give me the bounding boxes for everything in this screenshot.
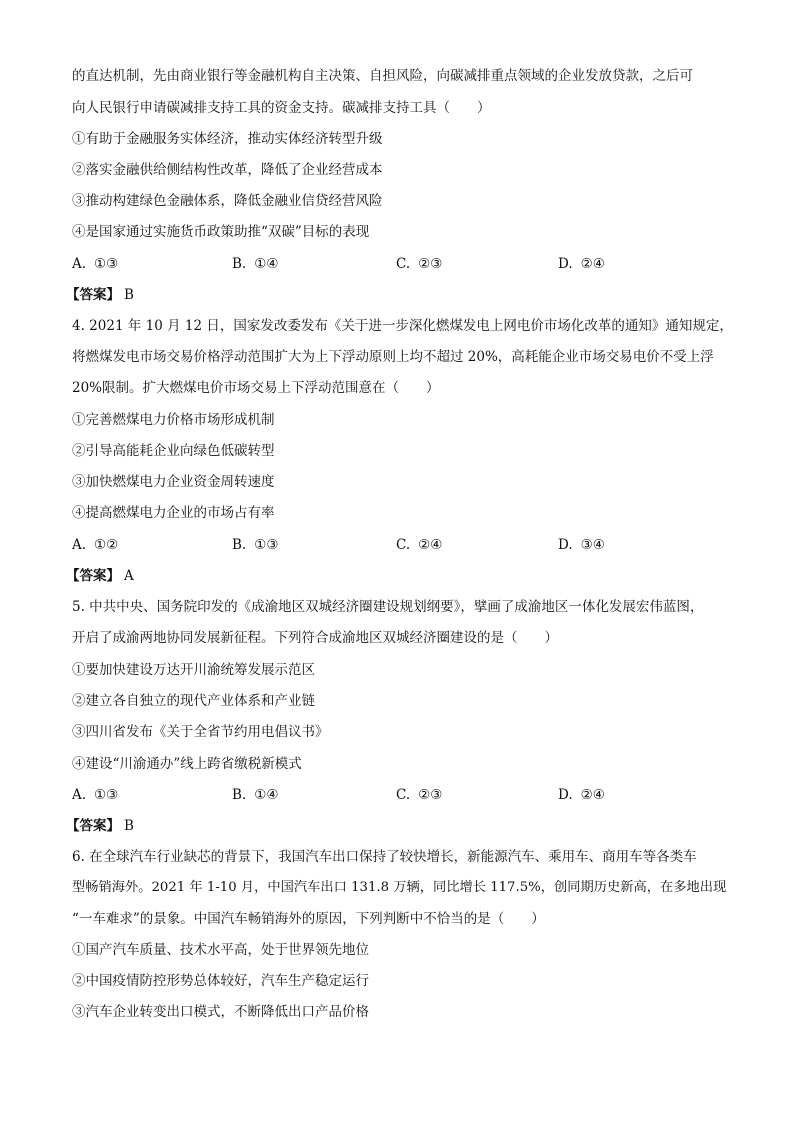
q5-stem-line: 开启了成渝两地协同发展新征程。下列符合成渝地区双城经济圈建设的是（ ） <box>72 630 558 646</box>
q6-item: ②中国疫情防控形势总体较好，汽车生产稳定运行 <box>72 973 369 989</box>
q3-options <box>72 254 752 274</box>
option-d: D. ③④ <box>558 537 605 553</box>
option-a: A. ①② <box>72 537 119 553</box>
answer-value: A <box>124 568 134 584</box>
q5-item: ①要加快建设万达开川渝统筹发展示范区 <box>72 662 315 678</box>
q4-item: ③加快燃煤电力企业资金周转速度 <box>72 474 275 490</box>
option-c: C. ②④ <box>396 537 443 553</box>
answer-value: B <box>124 818 134 834</box>
q4-stem-line: 4. 2021 年 10 月 12 日，国家发改委发布《关于进一步深化燃煤发电上网电价市场化改革的通知》通知规定， <box>72 318 733 334</box>
q3-item: ③推动构建绿色金融体系，降低金融业信贷经营风险 <box>72 193 383 209</box>
q3-answer <box>66 285 134 305</box>
option-c: C. ②③ <box>396 256 443 272</box>
answer-value: B <box>124 287 134 303</box>
q5-item: ③四川省发布《关于全省节约用电倡议书》 <box>72 724 329 740</box>
q6-stem-line: 型畅销海外。2021 年 1-10 月，中国汽车出口 131.8 万辆，同比增长 117.5%，创同期历史新高，在多地出现 <box>72 880 727 895</box>
q5-options <box>72 785 752 805</box>
answer-label: 【答案】 <box>66 818 120 834</box>
option-c: C. ②③ <box>396 787 443 803</box>
q3-item: ④是国家通过实施货币政策助推“双碳”目标的表现 <box>72 224 370 240</box>
q5-stem-line: 5. 中共中央、国务院印发的《成渝地区双城经济圈建设规划纲要》，擘画了成渝地区一体化发展宏伟蓝图， <box>72 599 704 615</box>
q6-stem-line: 6. 在全球汽车行业缺芯的背景下，我国汽车出口保持了较快增长，新能源汽车、乘用车、商用车等各类车 <box>72 849 697 865</box>
option-d: D. ②④ <box>558 787 605 803</box>
option-b: B. ①③ <box>232 537 279 553</box>
q4-options <box>72 535 752 555</box>
q5-answer <box>66 816 134 836</box>
q3-item: ①有助于金融服务实体经济，推动实体经济转型升级 <box>72 131 383 147</box>
q4-item: ②引导高能耗企业向绿色低碳转型 <box>72 443 275 459</box>
option-a: A. ①③ <box>72 256 119 272</box>
q3-stem-line: 的直达机制，先由商业银行等金融机构自主决策、自担风险，向碳减排重点领域的企业发放贷款，之后可 <box>72 68 693 84</box>
q4-item: ④提高燃煤电力企业的市场占有率 <box>72 505 275 521</box>
q6-stem-line: “一车难求”的景象。中国汽车畅销海外的原因，下列判断中不恰当的是（ ） <box>72 911 545 927</box>
q4-stem-line: 20%限制。扩大燃煤电价市场交易上下浮动范围意在（ ） <box>72 380 440 396</box>
q4-answer <box>66 566 134 586</box>
option-b: B. ①④ <box>232 256 279 272</box>
answer-label: 【答案】 <box>66 568 120 584</box>
q3-stem-line: 向人民银行申请碳减排支持工具的资金支持。碳减排支持工具（ ） <box>72 100 491 116</box>
q3-item: ②落实金融供给侧结构性改革，降低了企业经营成本 <box>72 162 383 178</box>
q5-item: ④建设“川渝通办”线上跨省缴税新模式 <box>72 756 302 772</box>
q4-item: ①完善燃煤电力价格市场形成机制 <box>72 412 275 428</box>
q6-item: ①国产汽车质量、技术水平高，处于世界领先地位 <box>72 942 369 958</box>
option-d: D. ②④ <box>558 256 605 272</box>
q5-item: ②建立各自独立的现代产业体系和产业链 <box>72 693 315 709</box>
option-b: B. ①④ <box>232 787 279 803</box>
q4-stem-line: 将燃煤发电市场交易价格浮动范围扩大为上下浮动原则上均不超过 20%，高耗能企业市场交易电价不受上浮 <box>72 349 714 365</box>
q6-item: ③汽车企业转变出口模式，不断降低出口产品价格 <box>72 1004 369 1020</box>
answer-label: 【答案】 <box>66 287 120 303</box>
option-a: A. ①③ <box>72 787 119 803</box>
